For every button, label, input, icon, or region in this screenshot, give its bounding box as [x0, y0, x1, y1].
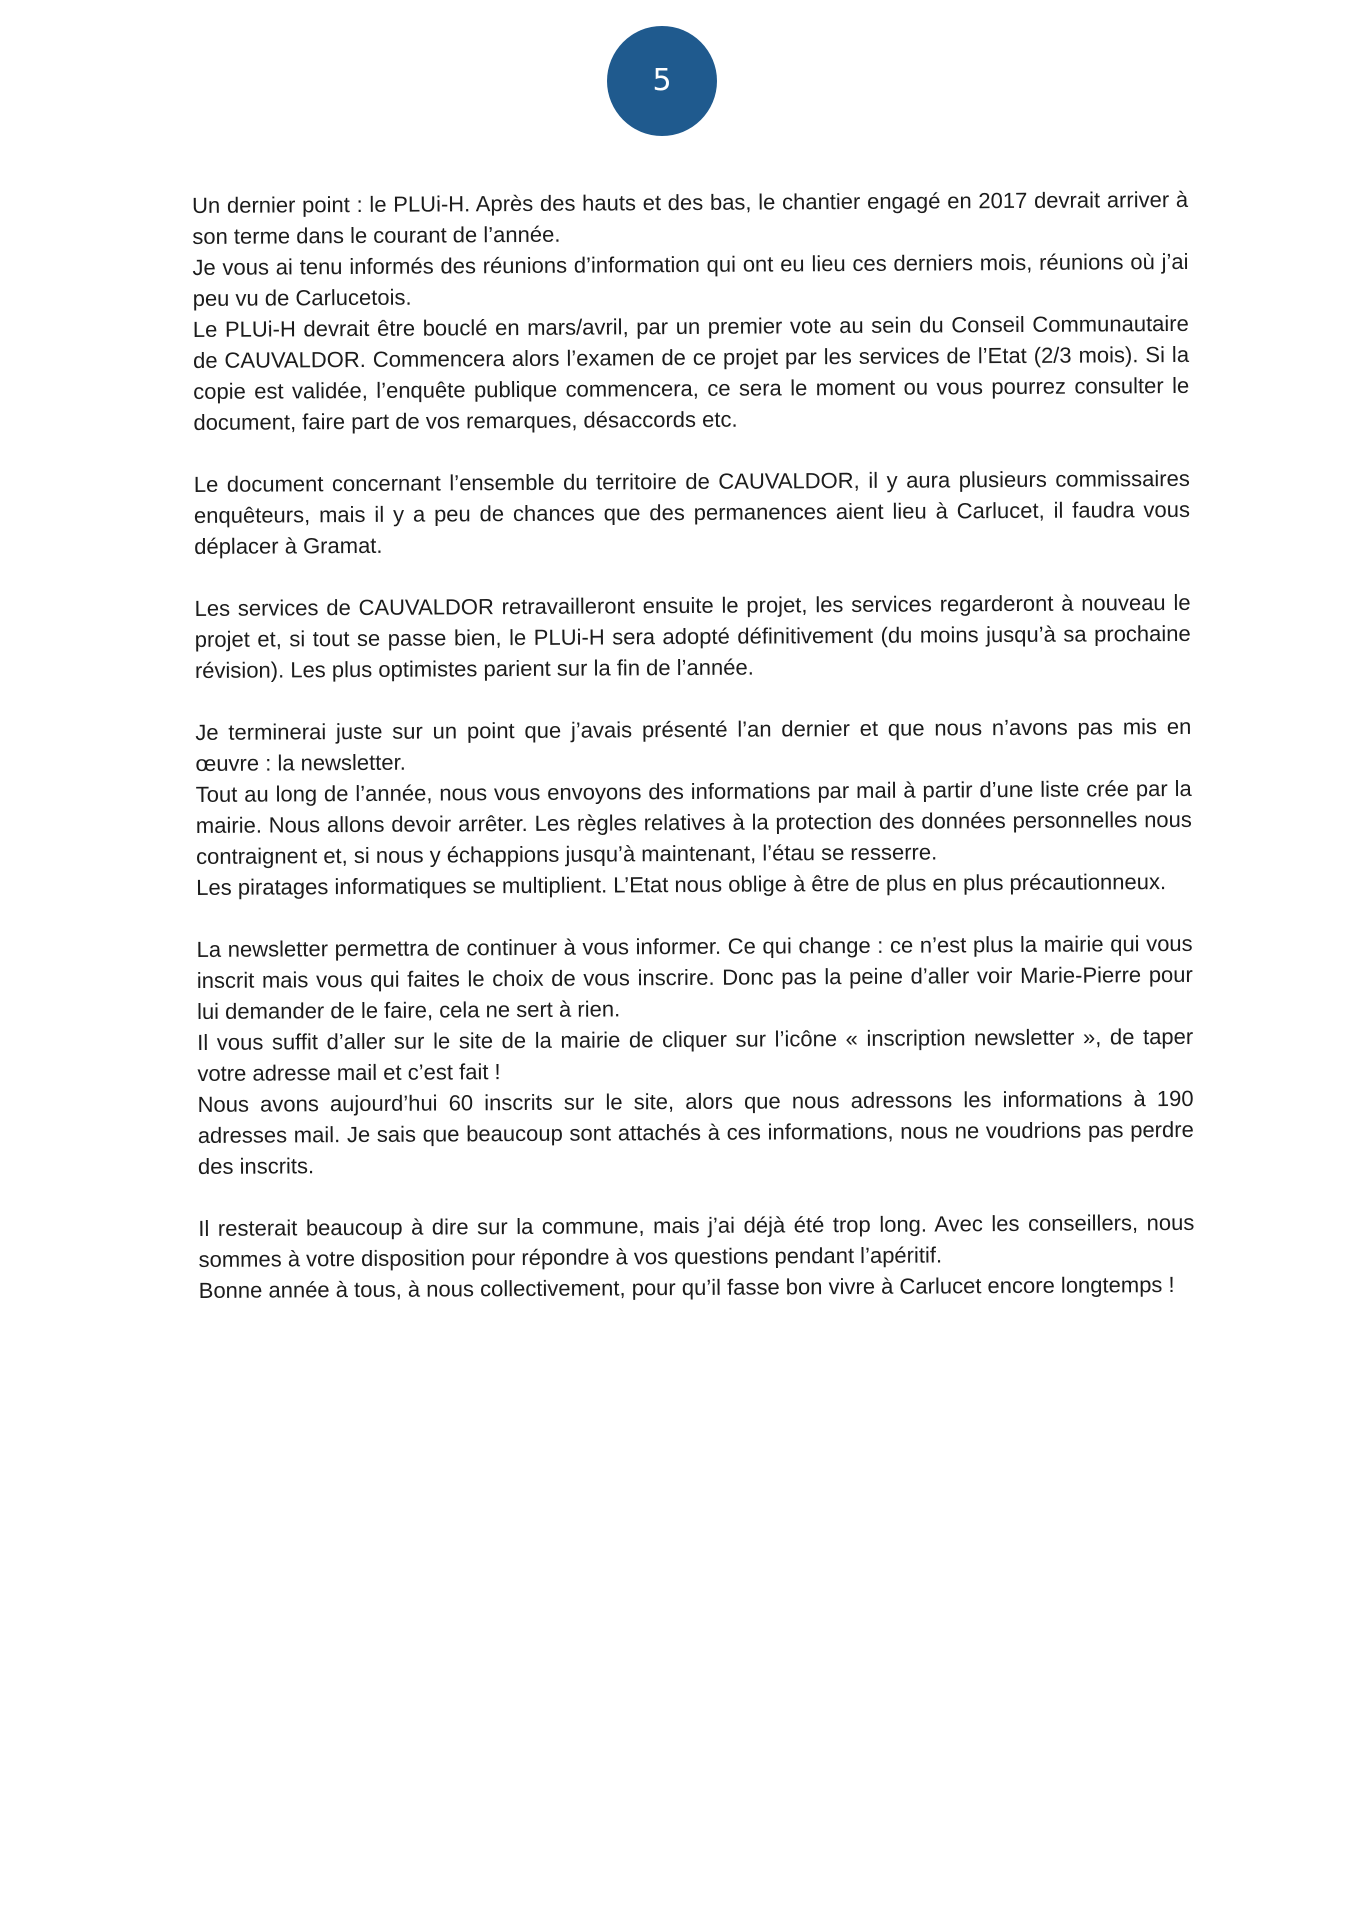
paragraph-line: Il resterait beaucoup à dire sur la commune, mais j’ai déjà été trop long. Avec les conseillers, nous sommes à votre disposition pour répondre à vos questions pendant l’apéritif.	[198, 1209, 1195, 1272]
paragraph-line: Tout au long de l’année, nous vous envoyons des informations par mail à partir d’une liste crée par la mairie. Nous allons devoir arrêter. Les règles relatives à la protection des données personnelles nous contraignent et, si nous y échappions jusqu’à maintenant, l’étau se resserre.	[195, 775, 1192, 869]
page-number-badge	[607, 26, 717, 136]
paragraph-newsletter-signup	[197, 928, 1194, 1182]
paragraph-line: Je vous ai tenu informés des réunions d’information qui ont eu lieu ces derniers mois, réunions où j’ai peu vu de Carlucetois.	[192, 248, 1189, 311]
paragraph-line: Je terminerai juste sur un point que j’avais présenté l’an dernier et que nous n’avons pas mis en œuvre : la newsletter.	[195, 713, 1192, 776]
paragraph-public-inquiry	[194, 463, 1191, 562]
letter-body	[192, 184, 1195, 1337]
paragraph-plui-timeline	[192, 184, 1189, 438]
paragraph-final-adoption	[194, 587, 1191, 686]
paragraph-line: La newsletter permettra de continuer à vous informer. Ce qui change : ce n’est plus la mairie qui vous inscrit mais vous qui faites le choix de vous inscrire. Donc pas la peine d’aller voir Marie-Pierre pour lui demander de le faire, cela ne sert à rien.	[196, 930, 1193, 1024]
paragraph-closing-wishes	[198, 1207, 1195, 1306]
paragraph-line: Il vous suffit d’aller sur le site de la mairie de cliquer sur l’icône « inscription newsletter », de taper votre adresse mail et c’est fait !	[197, 1023, 1194, 1086]
paragraph-line: Bonne année à tous, à nous collectivement, pour qu’il fasse bon vivre à Carlucet encore longtemps !	[198, 1272, 1175, 1303]
paragraph-line: Les services de CAUVALDOR retravailleront ensuite le projet, les services regarderont à nouveau le projet et, si tout se passe bien, le PLUi-H sera adopté définitivement (du moins jusqu’à sa prochaine révision). Les plus optimistes parient sur la fin de l’année.	[194, 589, 1191, 683]
paragraph-line: Les piratages informatiques se multiplient. L’Etat nous oblige à être de plus en plus précautionneux.	[196, 869, 1167, 900]
paragraph-line: Nous avons aujourd’hui 60 inscrits sur le site, alors que nous adressons les informations à 190 adresses mail. Je sais que beaucoup sont attachés à ces informations, nous ne voudrions pas perdre des inscrits.	[197, 1085, 1194, 1179]
page-number: 5	[652, 63, 672, 98]
paragraph-newsletter-intro	[195, 711, 1192, 903]
paragraph-line: Un dernier point : le PLUi-H. Après des hauts et des bas, le chantier engagé en 2017 devrait arriver à son terme dans le courant de l’année.	[192, 186, 1189, 249]
paragraph-line: Le PLUi-H devrait être bouclé en mars/avril, par un premier vote au sein du Conseil Communautaire de CAUVALDOR. Commencera alors l’examen de ce projet par les services de l’Etat (2/3 mois). Si la copie est validée, l’enquête publique commencera, ce sera le moment ou vous pourrez consulter le document, faire part de vos remarques, désaccords etc.	[192, 310, 1190, 435]
paragraph-line: Le document concernant l’ensemble du territoire de CAUVALDOR, il y aura plusieurs commissaires enquêteurs, mais il y a peu de chances que des permanences aient lieu à Carlucet, il faudra vous déplacer à Gramat.	[193, 465, 1191, 559]
